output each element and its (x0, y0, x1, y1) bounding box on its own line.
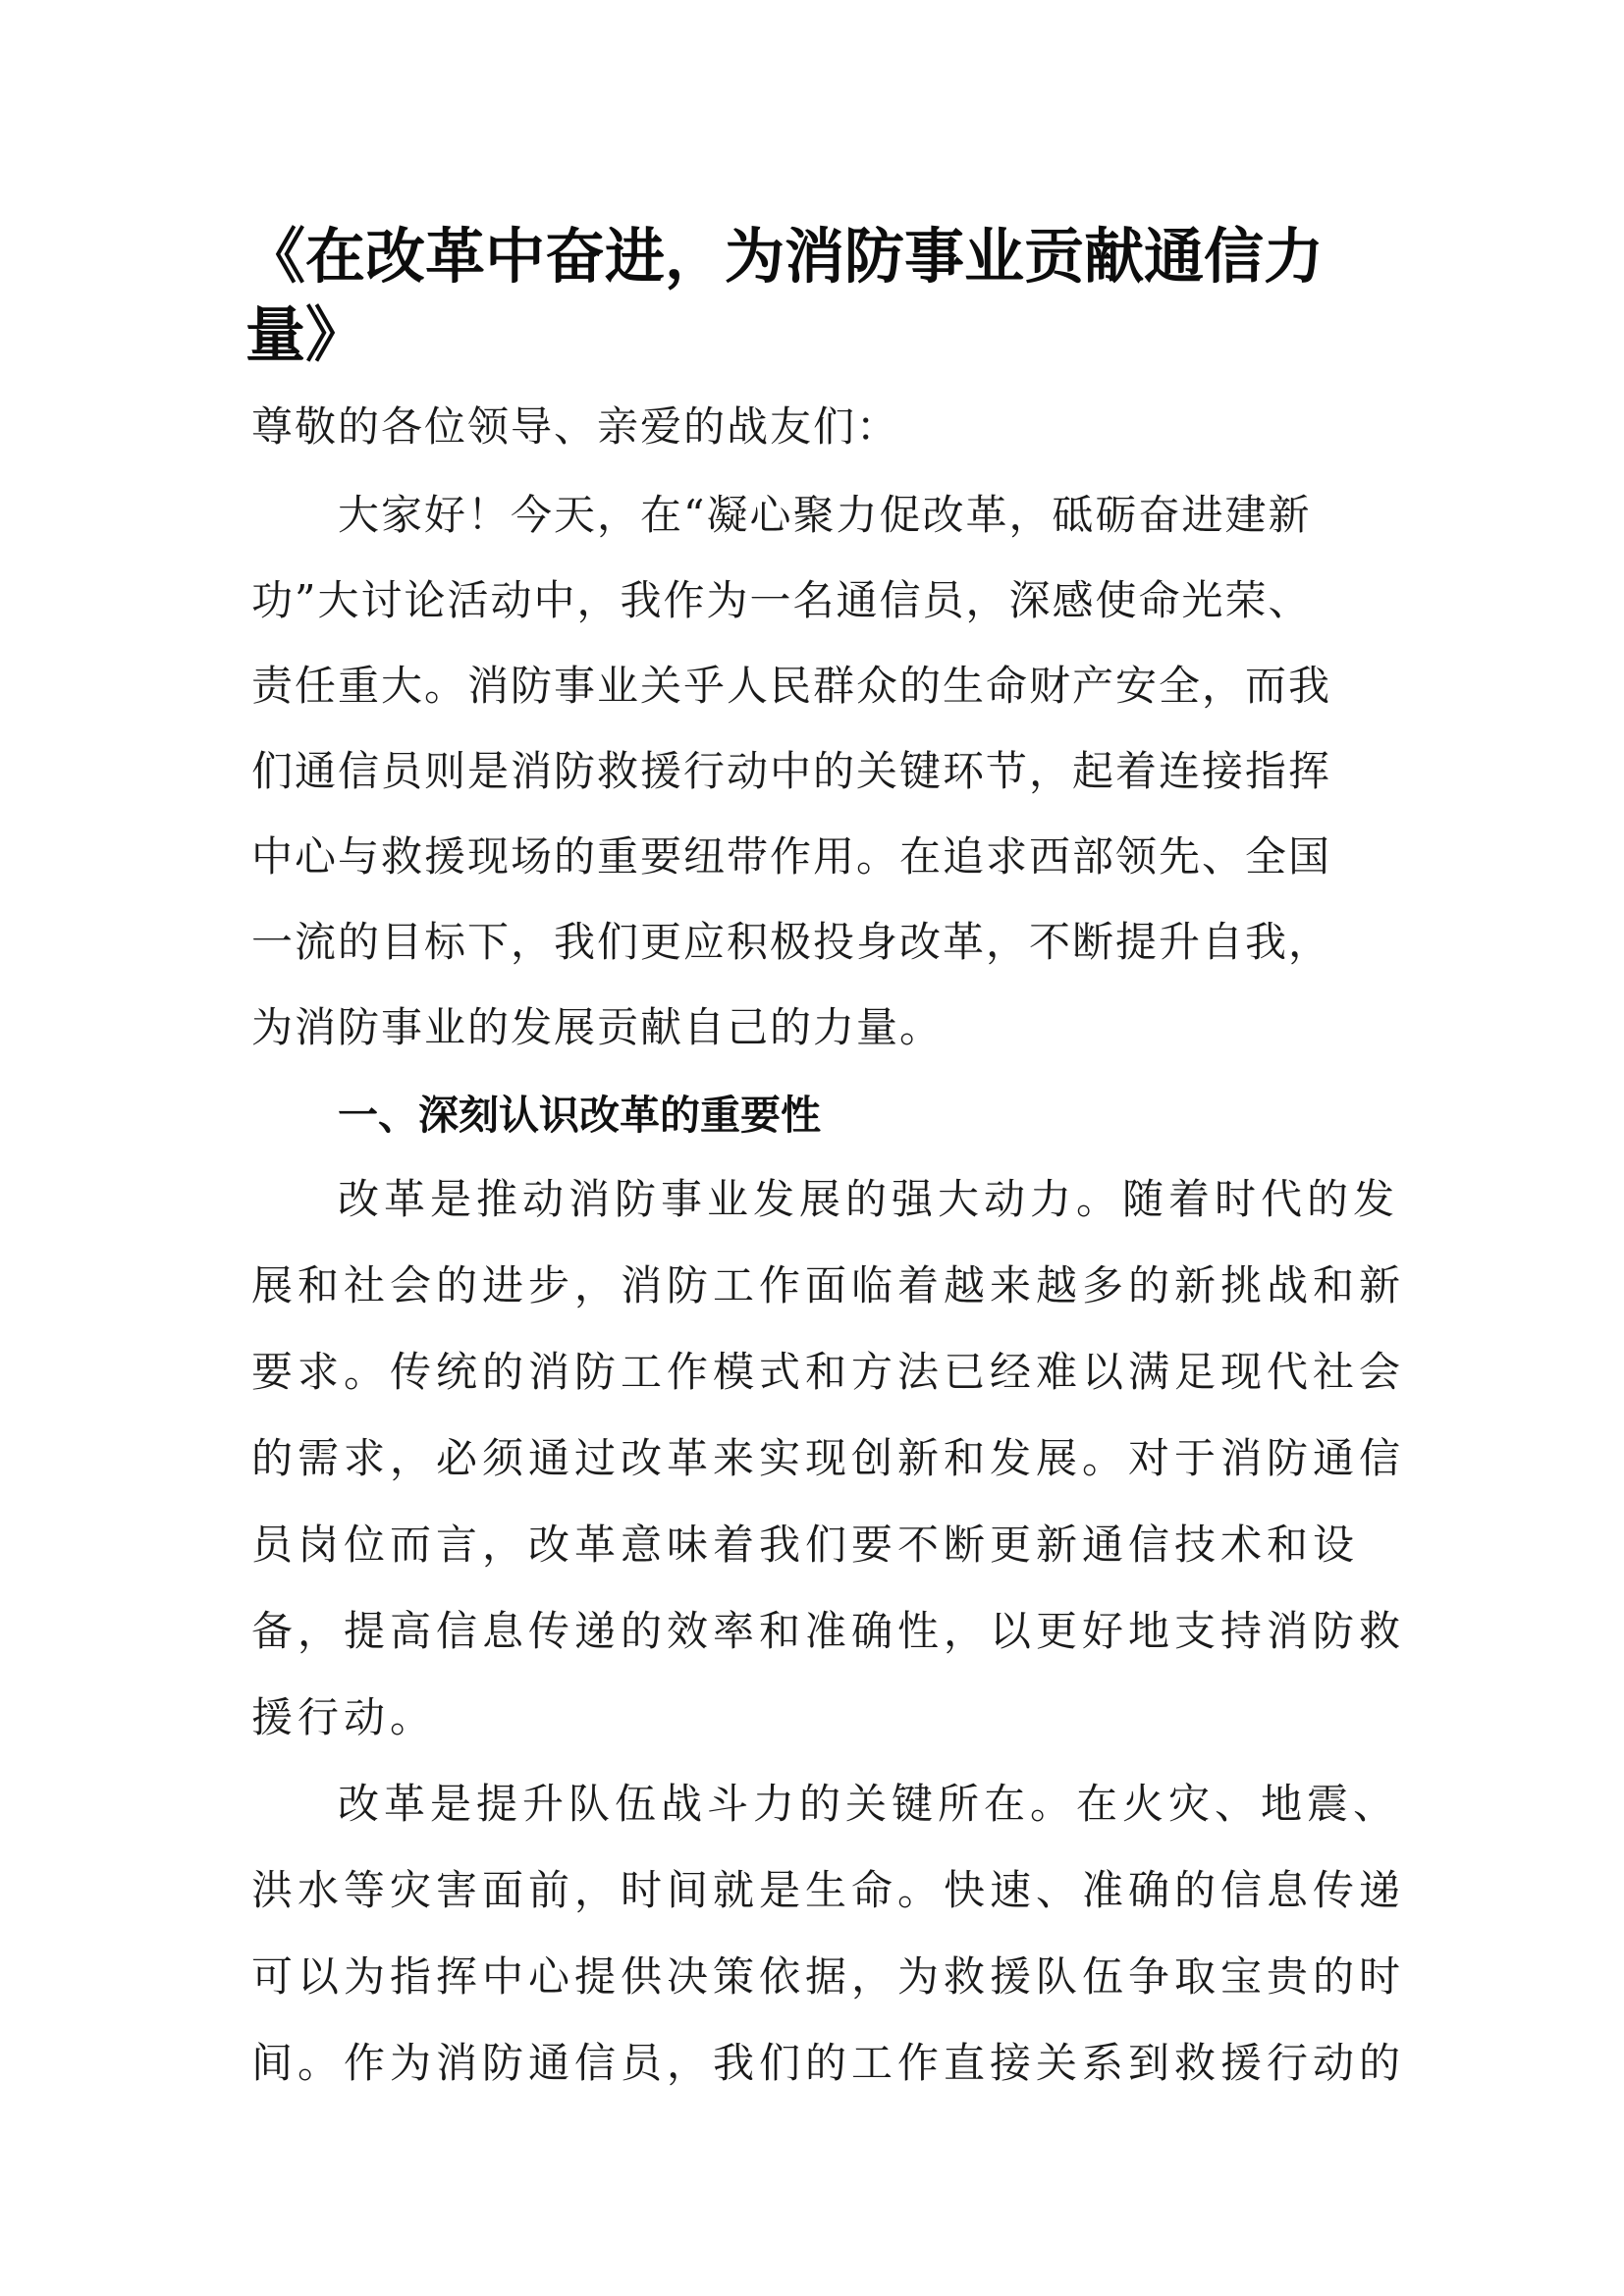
section-heading-1: 一、深刻认识改革的重要性 (338, 1092, 821, 1139)
paragraph-2-line-4: 的需求，必须通过改革来实现创新和发展。对于消防通信 (251, 1434, 1406, 1482)
intro-line-3: 责任重大。消防事业关乎人民群众的生命财产安全，而我 (251, 662, 1332, 710)
paragraph-2-line-6: 备，提高信息传递的效率和准确性，以更好地支持消防救 (251, 1607, 1406, 1655)
paragraph-2-line-5: 员岗位而言，改革意味着我们要不断更新通信技术和设 (251, 1521, 1360, 1569)
paragraph-3-line-4: 间。作为消防通信员，我们的工作直接关系到救援行动的 (251, 2039, 1406, 2087)
paragraph-2-line-3: 要求。传统的消防工作模式和方法已经难以满足现代社会 (251, 1348, 1406, 1396)
intro-line-4: 们通信员则是消防救援行动中的关键环节，起着连接指挥 (251, 747, 1332, 795)
salutation: 尊敬的各位领导、亲爱的战友们： (251, 402, 900, 451)
document-title-line-2: 量》 (245, 300, 366, 370)
paragraph-3-line-3: 可以为指挥中心提供决策依据，为救援队伍争取宝贵的时 (251, 1952, 1406, 2001)
paragraph-3-line-2: 洪水等灾害面前，时间就是生命。快速、准确的信息传递 (251, 1866, 1406, 1914)
paragraph-3-line-1: 改革是提升队伍战斗力的关键所在。在火灾、地震、 (338, 1780, 1400, 1828)
paragraph-2-line-1: 改革是推动消防事业发展的强大动力。随着时代的发 (338, 1175, 1400, 1223)
intro-line-1: 大家好！今天，在“凝心聚力促改革，砥砺奋进建新 (338, 491, 1312, 539)
document-title-line-1: 《在改革中奋进，为消防事业贡献通信力 (245, 222, 1325, 292)
intro-line-2: 功”大讨论活动中，我作为一名通信员，深感使命光荣、 (251, 576, 1312, 624)
intro-line-7: 为消防事业的发展贡献自己的力量。 (251, 1003, 944, 1051)
paragraph-2-line-2: 展和社会的进步，消防工作面临着越来越多的新挑战和新 (251, 1261, 1406, 1309)
intro-line-5: 中心与救援现场的重要纽带作用。在追求西部领先、全国 (251, 832, 1332, 881)
paragraph-2-line-7: 援行动。 (251, 1693, 437, 1741)
intro-line-6: 一流的目标下，我们更应积极投身改革，不断提升自我， (251, 918, 1332, 966)
